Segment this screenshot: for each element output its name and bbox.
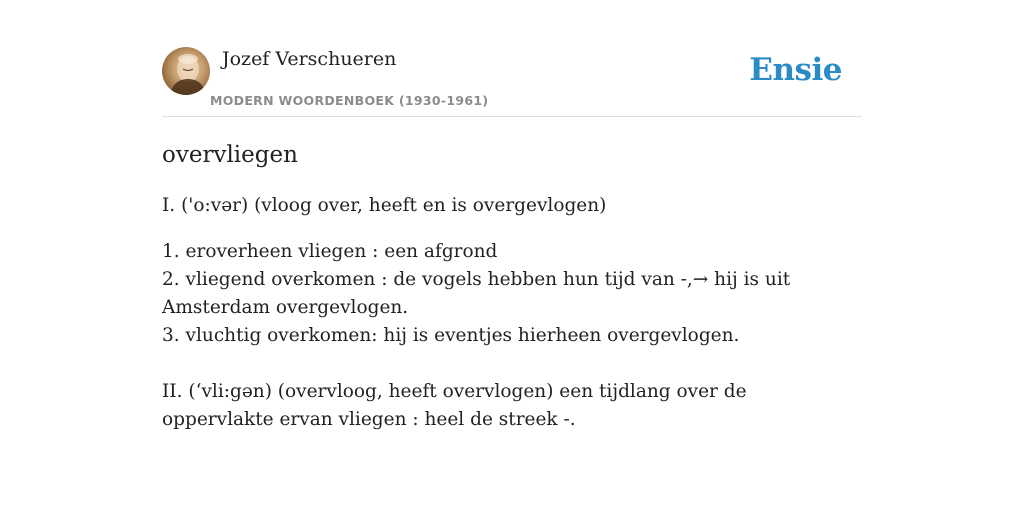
sense-1-intro: I. ('o:vər) (vloog over, heeft en is overgevlogen) — [162, 195, 607, 216]
dictionary-name[interactable]: MODERN WOORDENBOEK (1930-1961) — [210, 93, 489, 108]
author-avatar[interactable] — [162, 47, 210, 95]
author-name[interactable]: Jozef Verschueren — [222, 48, 397, 70]
list-item: 1. eroverheen vliegen : een afgrond — [162, 241, 498, 262]
sense-1-list — [162, 238, 852, 350]
list-item: 2. vliegend overkomen : de vogels hebben hun tijd van -,→ hij is uit Amsterdam overgevlogen. — [162, 269, 791, 318]
header — [162, 46, 862, 117]
sense-2: II. (ʻvli:gən) (overvloog, heeft overvlogen) een tijdlang over de oppervlakte ervan vliegen : heel de streek -. — [162, 381, 747, 430]
entry-headword: overvliegen — [162, 142, 298, 168]
portrait-icon — [162, 47, 210, 95]
ensie-logo[interactable]: Ensie — [749, 52, 842, 88]
list-item: 3. vluchtig overkomen: hij is eventjes hierheen overgevlogen. — [162, 325, 740, 346]
